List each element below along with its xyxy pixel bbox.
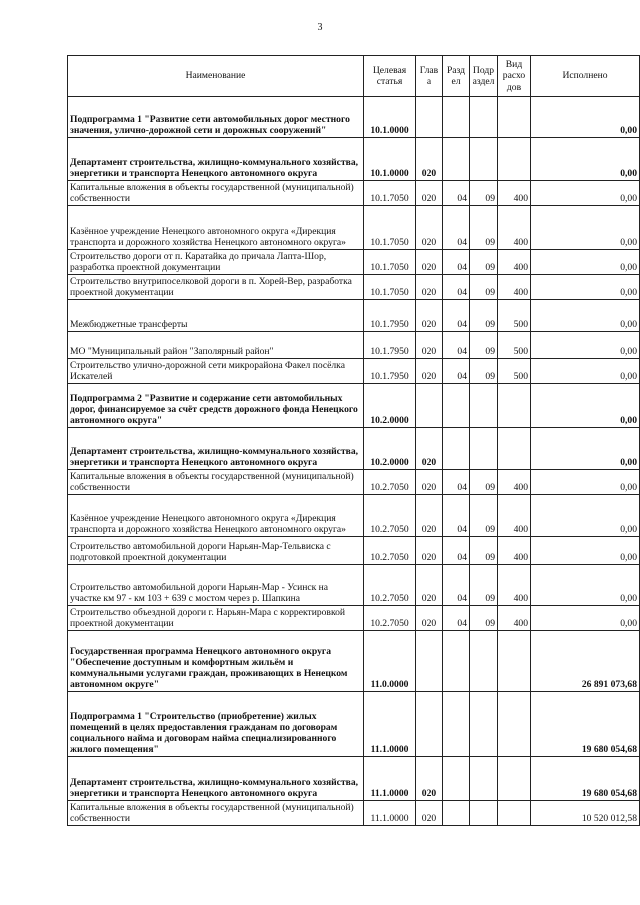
row-chapter bbox=[416, 692, 443, 757]
table-row bbox=[68, 470, 640, 495]
header-target: Целевая статья bbox=[364, 56, 416, 97]
row-section bbox=[443, 138, 470, 181]
row-expense-type: 400 bbox=[498, 495, 531, 537]
header-expense-type: Вид расхо дов bbox=[498, 56, 531, 97]
table-row bbox=[68, 692, 640, 757]
row-section: 04 bbox=[443, 300, 470, 332]
row-expense-type: 400 bbox=[498, 537, 531, 565]
row-subsection bbox=[470, 97, 498, 138]
table-row bbox=[68, 250, 640, 275]
row-target-code: 10.1.7950 bbox=[364, 332, 416, 359]
header-chapter: Глав а bbox=[416, 56, 443, 97]
row-section: 04 bbox=[443, 565, 470, 606]
row-name: Капитальные вложения в объекты государственной (муниципальной) собственности bbox=[68, 470, 364, 495]
row-target-code: 10.2.7050 bbox=[364, 606, 416, 631]
row-expense-type: 500 bbox=[498, 359, 531, 384]
row-amount: 0,00 bbox=[531, 428, 640, 470]
row-amount: 0,00 bbox=[531, 97, 640, 138]
row-expense-type: 400 bbox=[498, 565, 531, 606]
row-target-code: 11.1.0000 bbox=[364, 692, 416, 757]
row-name: Строительство автомобильной дороги Нарьян-Мар-Тельвиска с подготовкой проектной документации bbox=[68, 537, 364, 565]
row-target-code: 10.1.7050 bbox=[364, 250, 416, 275]
row-amount: 0,00 bbox=[531, 565, 640, 606]
row-section bbox=[443, 757, 470, 801]
table-row bbox=[68, 428, 640, 470]
row-name: Подпрограмма 2 "Развитие и содержание сети автомобильных дорог, финансируемое за счёт средств дорожного фонда Ненецкого автономного округа" bbox=[68, 384, 364, 428]
table-row bbox=[68, 300, 640, 332]
row-expense-type: 400 bbox=[498, 250, 531, 275]
row-amount: 0,00 bbox=[531, 206, 640, 250]
row-amount: 0,00 bbox=[531, 250, 640, 275]
row-amount: 10 520 012,58 bbox=[531, 801, 640, 826]
row-subsection: 09 bbox=[470, 565, 498, 606]
row-section bbox=[443, 631, 470, 692]
row-section: 04 bbox=[443, 470, 470, 495]
row-chapter: 020 bbox=[416, 275, 443, 300]
row-subsection: 09 bbox=[470, 181, 498, 206]
table-row bbox=[68, 359, 640, 384]
row-target-code: 10.1.0000 bbox=[364, 97, 416, 138]
table-row bbox=[68, 332, 640, 359]
row-name: Строительство дороги от п. Каратайка до причала Лапта-Шор, разработка проектной документации bbox=[68, 250, 364, 275]
row-name: Строительство внутрипоселковой дороги в п. Хорей-Вер, разработка проектной документации bbox=[68, 275, 364, 300]
header-section: Разд ел bbox=[443, 56, 470, 97]
row-amount: 0,00 bbox=[531, 181, 640, 206]
row-chapter: 020 bbox=[416, 250, 443, 275]
row-section: 04 bbox=[443, 537, 470, 565]
row-expense-type bbox=[498, 384, 531, 428]
table-row bbox=[68, 565, 640, 606]
row-subsection: 09 bbox=[470, 537, 498, 565]
row-section: 04 bbox=[443, 332, 470, 359]
row-section bbox=[443, 801, 470, 826]
row-target-code: 10.2.7050 bbox=[364, 495, 416, 537]
row-section: 04 bbox=[443, 495, 470, 537]
row-name: Капитальные вложения в объекты государственной (муниципальной) собственности bbox=[68, 181, 364, 206]
row-target-code: 10.1.7950 bbox=[364, 300, 416, 332]
header-row bbox=[68, 56, 640, 97]
row-target-code: 11.1.0000 bbox=[364, 757, 416, 801]
row-subsection: 09 bbox=[470, 275, 498, 300]
row-amount: 0,00 bbox=[531, 470, 640, 495]
row-subsection bbox=[470, 631, 498, 692]
row-expense-type bbox=[498, 138, 531, 181]
row-chapter bbox=[416, 97, 443, 138]
table-row bbox=[68, 631, 640, 692]
row-amount: 0,00 bbox=[531, 138, 640, 181]
row-amount: 19 680 054,68 bbox=[531, 757, 640, 801]
row-chapter bbox=[416, 631, 443, 692]
row-name: Строительство автомобильной дороги Нарьян-Мар - Усинск на участке км 97 - км 103 + 639 с мостом через р. Шапкина bbox=[68, 565, 364, 606]
row-target-code: 10.2.0000 bbox=[364, 384, 416, 428]
row-chapter: 020 bbox=[416, 332, 443, 359]
budget-table bbox=[67, 55, 640, 826]
row-expense-type bbox=[498, 97, 531, 138]
row-expense-type bbox=[498, 801, 531, 826]
row-chapter: 020 bbox=[416, 138, 443, 181]
row-subsection bbox=[470, 138, 498, 181]
row-chapter: 020 bbox=[416, 495, 443, 537]
row-amount: 0,00 bbox=[531, 606, 640, 631]
row-target-code: 10.1.7050 bbox=[364, 275, 416, 300]
row-subsection bbox=[470, 692, 498, 757]
row-section: 04 bbox=[443, 606, 470, 631]
row-subsection: 09 bbox=[470, 206, 498, 250]
row-amount: 0,00 bbox=[531, 332, 640, 359]
row-target-code: 10.2.7050 bbox=[364, 470, 416, 495]
row-name: Государственная программа Ненецкого автономного округа "Обеспечение доступным и комфортным жильём и коммунальными услугами граждан, проживающих в Ненецком автономном округе" bbox=[68, 631, 364, 692]
row-chapter: 020 bbox=[416, 428, 443, 470]
table-row bbox=[68, 206, 640, 250]
row-name: Межбюджетные трансферты bbox=[68, 300, 364, 332]
row-expense-type: 400 bbox=[498, 470, 531, 495]
row-chapter: 020 bbox=[416, 359, 443, 384]
header-subsection: Подр аздел bbox=[470, 56, 498, 97]
row-subsection: 09 bbox=[470, 250, 498, 275]
table-row bbox=[68, 495, 640, 537]
table-row bbox=[68, 537, 640, 565]
row-name: Казённое учреждение Ненецкого автономного округа «Дирекция транспорта и дорожного хозяйства Ненецкого автономного округа» bbox=[68, 495, 364, 537]
row-expense-type: 400 bbox=[498, 275, 531, 300]
row-target-code: 10.1.7050 bbox=[364, 181, 416, 206]
row-expense-type bbox=[498, 692, 531, 757]
row-subsection bbox=[470, 757, 498, 801]
row-amount: 0,00 bbox=[531, 495, 640, 537]
row-subsection bbox=[470, 428, 498, 470]
row-amount: 0,00 bbox=[531, 275, 640, 300]
table-row bbox=[68, 97, 640, 138]
row-chapter: 020 bbox=[416, 181, 443, 206]
row-chapter: 020 bbox=[416, 565, 443, 606]
row-chapter bbox=[416, 384, 443, 428]
row-subsection: 09 bbox=[470, 359, 498, 384]
row-target-code: 10.1.0000 bbox=[364, 138, 416, 181]
row-section bbox=[443, 97, 470, 138]
row-name: Департамент строительства, жилищно-коммунального хозяйства, энергетики и транспорта Ненецкого автономного округа bbox=[68, 428, 364, 470]
table-row bbox=[68, 801, 640, 826]
row-target-code: 10.2.7050 bbox=[364, 565, 416, 606]
header-executed: Исполнено bbox=[531, 56, 640, 97]
row-name: Строительство улично-дорожной сети микрорайона Факел посёлка Искателей bbox=[68, 359, 364, 384]
row-section bbox=[443, 428, 470, 470]
row-section: 04 bbox=[443, 359, 470, 384]
row-amount: 0,00 bbox=[531, 384, 640, 428]
row-amount: 0,00 bbox=[531, 537, 640, 565]
row-chapter: 020 bbox=[416, 300, 443, 332]
row-chapter: 020 bbox=[416, 470, 443, 495]
row-target-code: 10.1.7950 bbox=[364, 359, 416, 384]
row-amount: 0,00 bbox=[531, 300, 640, 332]
row-amount: 26 891 073,68 bbox=[531, 631, 640, 692]
row-expense-type: 400 bbox=[498, 181, 531, 206]
row-subsection: 09 bbox=[470, 332, 498, 359]
row-chapter: 020 bbox=[416, 757, 443, 801]
row-expense-type: 400 bbox=[498, 206, 531, 250]
table-row bbox=[68, 181, 640, 206]
row-subsection bbox=[470, 801, 498, 826]
table-row bbox=[68, 275, 640, 300]
row-expense-type: 500 bbox=[498, 332, 531, 359]
row-section: 04 bbox=[443, 275, 470, 300]
row-name: Подпрограмма 1 "Строительство (приобретение) жилых помещений в целях предоставления гражданам по договорам социального найма и договорам найма специализированного жилого помещения" bbox=[68, 692, 364, 757]
row-section: 04 bbox=[443, 181, 470, 206]
row-name: Строительство объездной дороги г. Нарьян-Мара с корректировкой проектной документации bbox=[68, 606, 364, 631]
row-expense-type: 400 bbox=[498, 606, 531, 631]
row-target-code: 11.0.0000 bbox=[364, 631, 416, 692]
table-row bbox=[68, 757, 640, 801]
table-row bbox=[68, 138, 640, 181]
row-target-code: 10.2.0000 bbox=[364, 428, 416, 470]
row-name: Департамент строительства, жилищно-коммунального хозяйства, энергетики и транспорта Ненецкого автономного округа bbox=[68, 138, 364, 181]
row-name: Подпрограмма 1 "Развитие сети автомобильных дорог местного значения, улично-дорожной сети и дорожных сооружений" bbox=[68, 97, 364, 138]
row-name: Капитальные вложения в объекты государственной (муниципальной) собственности bbox=[68, 801, 364, 826]
row-amount: 0,00 bbox=[531, 359, 640, 384]
table-row bbox=[68, 384, 640, 428]
row-expense-type bbox=[498, 428, 531, 470]
row-expense-type: 500 bbox=[498, 300, 531, 332]
row-subsection: 09 bbox=[470, 300, 498, 332]
table-row bbox=[68, 606, 640, 631]
row-chapter: 020 bbox=[416, 801, 443, 826]
page-number: 3 bbox=[317, 22, 323, 33]
row-target-code: 11.1.0000 bbox=[364, 801, 416, 826]
row-subsection: 09 bbox=[470, 606, 498, 631]
row-expense-type bbox=[498, 631, 531, 692]
row-amount: 19 680 054,68 bbox=[531, 692, 640, 757]
header-name: Наименование bbox=[68, 56, 364, 97]
row-section: 04 bbox=[443, 250, 470, 275]
row-section: 04 bbox=[443, 206, 470, 250]
row-target-code: 10.1.7050 bbox=[364, 206, 416, 250]
row-expense-type bbox=[498, 757, 531, 801]
row-name: МО "Муниципальный район "Заполярный район" bbox=[68, 332, 364, 359]
row-subsection: 09 bbox=[470, 495, 498, 537]
row-subsection bbox=[470, 384, 498, 428]
row-chapter: 020 bbox=[416, 206, 443, 250]
row-section bbox=[443, 692, 470, 757]
row-section bbox=[443, 384, 470, 428]
row-target-code: 10.2.7050 bbox=[364, 537, 416, 565]
row-chapter: 020 bbox=[416, 537, 443, 565]
row-name: Департамент строительства, жилищно-коммунального хозяйства, энергетики и транспорта Ненецкого автономного округа bbox=[68, 757, 364, 801]
row-name: Казённое учреждение Ненецкого автономного округа «Дирекция транспорта и дорожного хозяйства Ненецкого автономного округа» bbox=[68, 206, 364, 250]
row-subsection: 09 bbox=[470, 470, 498, 495]
row-chapter: 020 bbox=[416, 606, 443, 631]
